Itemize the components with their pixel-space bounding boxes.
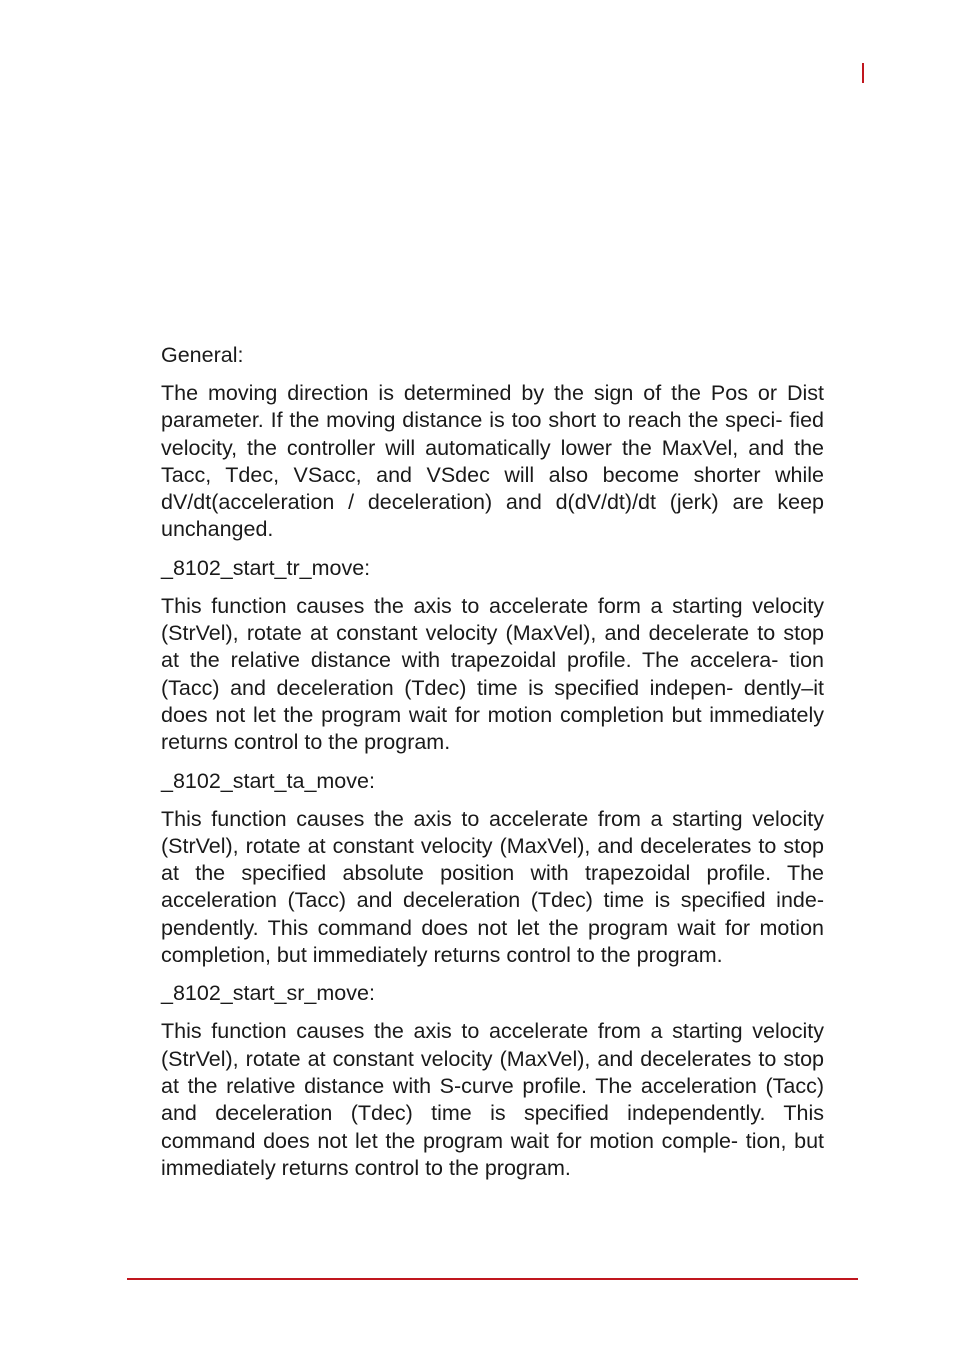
section-text-general: The moving direction is determined by the sign of the Pos or Dist parameter. If the moving distance is too short to reach the speci- fied velocity, the controller will automatically lower the MaxVel, and the Tacc, Tdec, VSacc, and VSdec will also become shorter while dV/dt(acceleration / deceleration) and d(dV/dt)/dt (jerk) are keep unchanged. (161, 381, 824, 542)
section-text-start-sr-move: This function causes the axis to accelerate from a starting velocity (StrVel), rotate at constant velocity (MaxVel), and decelerates to stop at the relative distance with S-curve profile. The acceleration (Tacc) and deceleration (Tdec) time is specified independently. This command does not let the program wait for motion comple- tion, but immediately returns control to the program. (161, 1019, 824, 1180)
footer-rule (127, 1278, 858, 1280)
section-text-start-tr-move: This function causes the axis to accelerate form a starting velocity (StrVel), rotate at constant velocity (MaxVel), and decelerate to stop at the relative distance with trapezoidal profile. The accelera- tion (Tacc) and deceleration (Tdec) time is specified indepen- dently–it does not let the program wait for motion completion but immediately returns control to the program. (161, 593, 824, 755)
section-text-start-ta-move: This function causes the axis to accelerate from a starting velocity (StrVel), rotate at constant velocity (MaxVel), and decelerates to stop at the specified absolute position with trapezoidal profile. The acceleration (Tacc) and deceleration (Tdec) time is specified inde- pendently. This command does not let the program wait for motion completion, but immediately returns control to the program. (161, 806, 824, 968)
section-heading-start-tr-move: _8102_start_tr_move: (161, 555, 371, 580)
section-heading-start-sr-move: _8102_start_sr_move: (161, 981, 375, 1006)
page-content (161, 342, 824, 1193)
section-heading-general: General: (161, 343, 244, 367)
header-rule-mark (862, 63, 864, 83)
section-heading-start-ta-move: _8102_start_ta_move: (161, 768, 375, 793)
